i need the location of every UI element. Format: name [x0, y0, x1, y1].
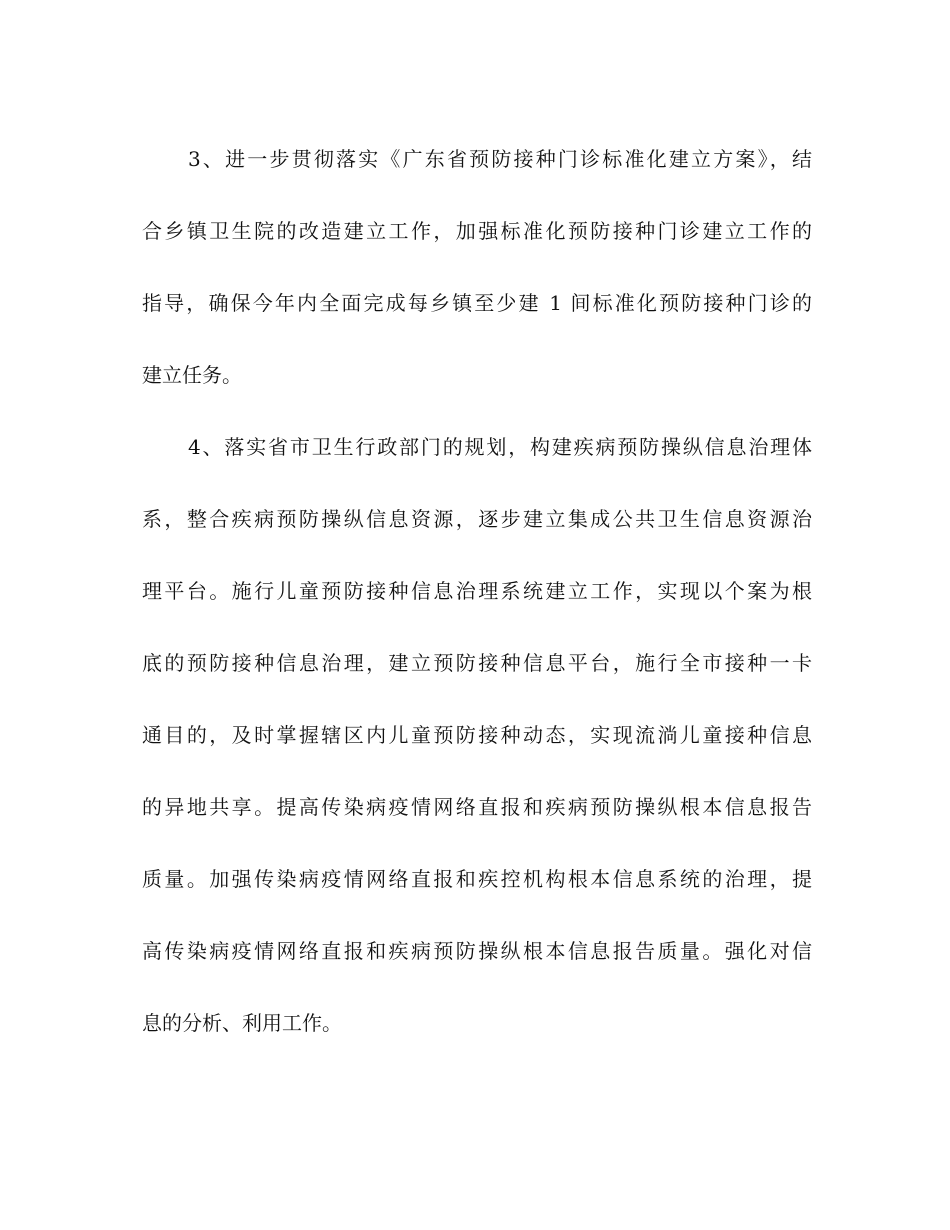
paragraph-2-line-2: 系，整合疾病预防操纵信息资源，逐步建立集成公共卫生信息资源治	[142, 507, 812, 531]
paragraph-1-line-2: 合乡镇卫生院的改造建立工作，加强标准化预防接种门诊建立工作的	[142, 219, 812, 243]
paragraph-1-line-1: 3、进一步贯彻落实《广东省预防接种门诊标准化建立方案》，结	[188, 147, 812, 171]
document-body	[142, 141, 812, 1077]
paragraph-2-line-4: 底的预防接种信息治理，建立预防接种信息平台，施行全市接种一卡	[142, 651, 812, 675]
paragraph-2-line-1: 4、落实省市卫生行政部门的规划，构建疾病预防操纵信息治理体	[188, 435, 812, 459]
paragraph-2-line-5: 通目的，及时掌握辖区内儿童预防接种动态，实现流淌儿童接种信息	[142, 723, 812, 747]
paragraph-2-line-9: 息的分析、利用工作。	[142, 1011, 342, 1035]
paragraph-2-line-6: 的异地共享。提高传染病疫情网络直报和疾病预防操纵根本信息报告	[142, 795, 812, 819]
paragraph-1-line-4: 建立任务。	[142, 363, 242, 387]
paragraph-2-line-3: 理平台。施行儿童预防接种信息治理系统建立工作，实现以个案为根	[142, 579, 812, 603]
paragraph-2-line-8: 高传染病疫情网络直报和疾病预防操纵根本信息报告质量。强化对信	[142, 939, 812, 963]
paragraph-2-line-7: 质量。加强传染病疫情网络直报和疾控机构根本信息系统的治理，提	[142, 867, 812, 891]
paragraph-1-line-3: 指导，确保今年内全面完成每乡镇至少建 1 间标准化预防接种门诊的	[142, 291, 812, 315]
